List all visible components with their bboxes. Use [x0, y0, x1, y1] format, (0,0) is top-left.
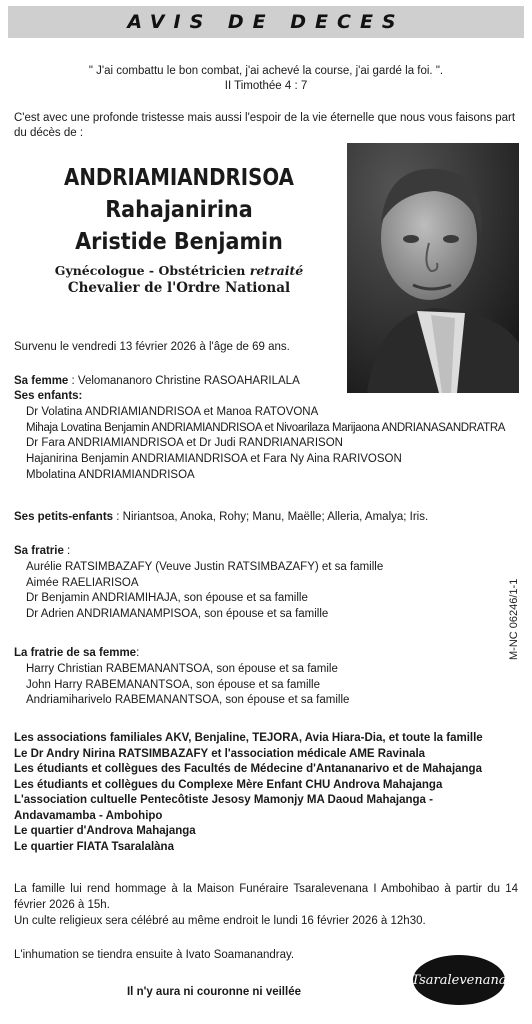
logo-text: Tsaralevenana [411, 972, 507, 988]
spouse-value: : Velomananoro Christine RASOAHARILALA [71, 375, 300, 387]
list-item: Le quartier FIATA Tsaralalàna [14, 840, 174, 853]
list-item: Andriamiharivelo RABEMANANTSOA, son épouse et sa famille [26, 694, 350, 707]
list-item: Harry Christian RABEMANANTSOA, son épouse et sa famile [26, 662, 338, 675]
profession-text: Gynécologue - Obstétricien [54, 263, 246, 278]
siblings-label: Sa fratrie [14, 545, 64, 557]
list-item: Les étudiants et collègues des Facultés de Médecine d'Antananarivo et de Mahajanga [14, 763, 482, 775]
profession-status: retraité [249, 263, 304, 278]
wife-siblings-section: La fratrie de sa femme: Harry Christian RABEMANANTSOA, son épouse et sa famile John Harry RABEMANANTSOA, son épouse et sa famille Andriamiharivelo RABEMANANTSOA, son épouse et sa famille [14, 646, 518, 709]
list-item: Le Dr Andry Nirina RATSIMBAZAFY et l'association médicale AME Ravinala [14, 747, 426, 760]
no-flowers-note: Il n'y aura ni couronne ni veillée [126, 986, 301, 998]
list-item: Dr Benjamin ANDRIAMIHAJA, son épouse et sa famille [26, 592, 308, 605]
deceased-honor: Chevalier de l'Ordre National [67, 280, 291, 296]
notice-header [8, 6, 524, 38]
list-item: Dr Adrien ANDRIAMANAMPISOA, son épouse et sa famille [26, 608, 329, 621]
associations-list [14, 731, 504, 855]
spouse-section [14, 374, 518, 390]
deceased-given-name-2: Aristide Benjamin [75, 229, 283, 255]
epigraph-reference: II Timothée 4 : 7 [224, 80, 308, 92]
reference-code: M-NC 06246/1-1 [508, 578, 520, 660]
ceremony-homage: La famille lui rend hommage à la Maison Funéraire Tsaralevenana I Ambohibao à partir du 14 février 2026 à 15h. [14, 883, 518, 911]
wife-siblings-label: La fratrie de sa femme [14, 647, 137, 659]
death-statement: Survenu le vendredi 13 février 2026 à l'âge de 69 ans. [14, 341, 290, 353]
list-item: Mihaja Lovatina Benjamin ANDRIAMIANDRISOA et Nivoarilaza Marijaona ANDRIANASANDRATRA [26, 421, 506, 434]
children-section [14, 389, 518, 484]
list-item: Le quartier d'Androva Mahajanga [14, 825, 196, 837]
grandchildren-value: : Niriantsoa, Anoka, Rohy; Manu, Maëlle; Alleria, Amalya; Iris. [116, 511, 429, 523]
deceased-given-name-1: Rahajanirina [105, 197, 253, 223]
deceased-profession [14, 262, 344, 279]
spouse-label: Sa femme [14, 375, 69, 387]
grandchildren-label: Ses petits-enfants [14, 511, 114, 523]
grandchildren-section [14, 510, 518, 526]
list-item: Aimée RAELIARISOA [26, 576, 139, 589]
list-item: Mbolatina ANDRIAMIANDRISOA [26, 468, 195, 481]
epigraph [40, 64, 492, 94]
ceremony-service: Un culte religieux sera célébré au même endroit le lundi 16 février 2026 à 12h30. [14, 915, 426, 927]
list-item: Aurélie RATSIMBAZAFY (Veuve Justin RATSIMBAZAFY) et sa famille [26, 560, 384, 573]
intro-text: C'est avec une profonde tristesse mais aussi l'espoir de la vie éternelle que nous vous faisons part du décès de : [14, 112, 516, 139]
list-item: L'association cultuelle Pentecôtiste Jesosy Mamonjy MA Daoud Mahajanga - Andavamamba - Ambohipo [14, 794, 433, 822]
list-item: Dr Volatina ANDRIAMIANDRISOA et Manoa RATOVONA [26, 405, 319, 418]
notice-title: AVIS DE DECES [127, 11, 405, 33]
deceased-name-block [14, 162, 344, 297]
epigraph-quote: " J'ai combattu le bon combat, j'ai achevé la course, j'ai gardé la foi. ". [88, 65, 444, 77]
list-item: John Harry RABEMANANTSOA, son épouse et sa famille [26, 678, 321, 691]
deceased-surname: ANDRIAMIANDRISOA [64, 165, 294, 191]
list-item: Hajanirina Benjamin ANDRIAMIANDRISOA et Fara Ny Aina RARIVOSON [26, 453, 402, 466]
children-label: Ses enfants: [14, 390, 83, 402]
ceremony-burial: L'inhumation se tiendra ensuite à Ivato Soamanandray. [14, 949, 295, 961]
list-item: Dr Fara ANDRIAMIANDRISOA et Dr Judi RANDRIANARISON [26, 437, 343, 450]
funeral-home-logo [413, 955, 505, 1005]
siblings-section: Sa fratrie : Aurélie RATSIMBAZAFY (Veuve Justin RATSIMBAZAFY) et sa famille Aimée RAELIARISOA Dr Benjamin ANDRIAMIHAJA, son épouse et sa famille Dr Adrien ANDRIAMANAMPISOA, son épouse et sa famille [14, 544, 518, 623]
list-item: Les associations familiales AKV, Benjaline, TEJORA, Avia Hiara-Dia, et toute la famille [14, 732, 483, 744]
list-item: Les étudiants et collègues du Complexe Mère Enfant CHU Androva Mahajanga [14, 778, 443, 791]
